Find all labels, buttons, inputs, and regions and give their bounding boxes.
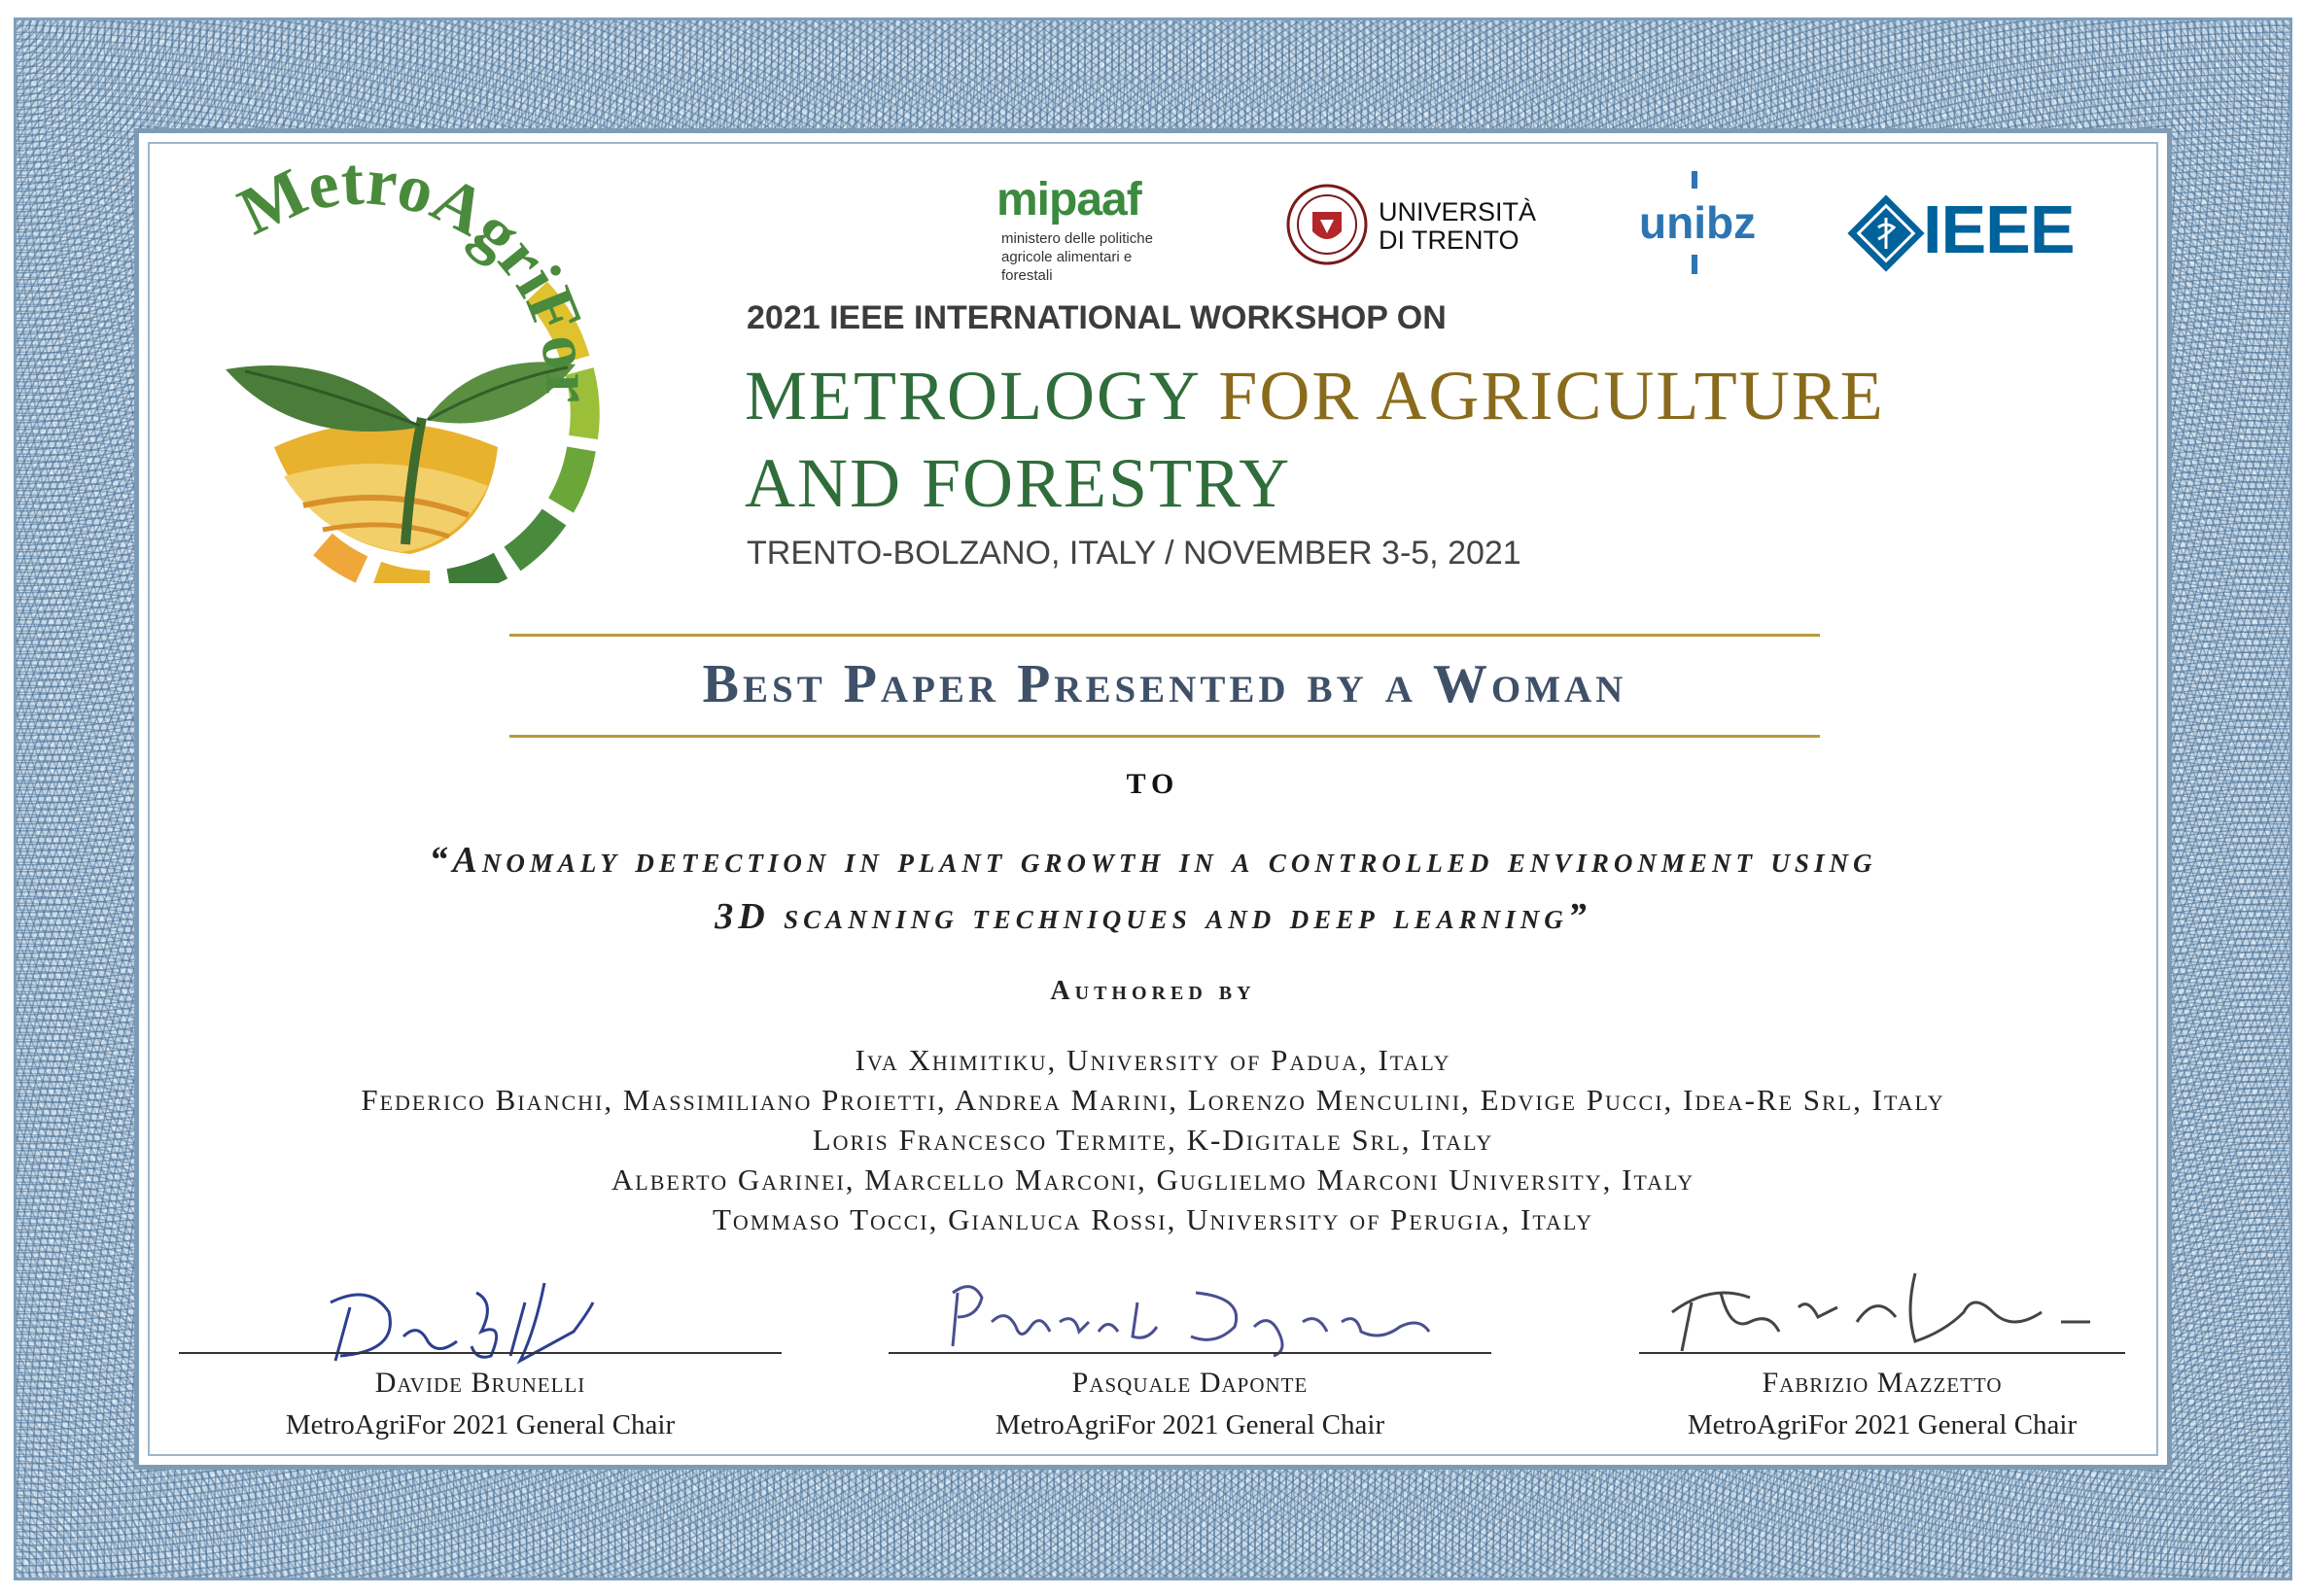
signature-mazzetto	[1653, 1254, 2100, 1361]
author-line: Federico Bianchi, Massimiliano Proietti, Andrea Marini, Lorenzo Menculini, Edvige Pucci, Idea-Re Srl, Italy	[361, 1083, 1945, 1117]
author-list	[156, 1040, 2150, 1239]
author-line: Iva Xhimitiku, University of Padua, Italy	[855, 1043, 1451, 1077]
trento-logo-text	[1379, 198, 1536, 255]
paper-title	[175, 832, 2131, 945]
svg-text:MetroAgriFor	[227, 156, 606, 402]
trento-seal-icon	[1285, 183, 1369, 266]
authored-by-label: Authored by	[1050, 976, 1256, 1006]
paper-title-line1: “Anomaly detection in plant growth in a controlled environment using	[429, 840, 1877, 881]
chair-role-2: MetroAgriFor 2021 General Chair	[995, 1409, 1385, 1440]
metroagrifor-logo	[167, 156, 634, 583]
signature-daponte	[933, 1273, 1439, 1361]
award-bottom-rule	[509, 735, 1820, 738]
chair-name-2: Pasquale Daponte	[1071, 1367, 1309, 1399]
trento-line2: DI TRENTO	[1379, 226, 1520, 255]
conference-title-line1	[745, 356, 1885, 436]
title-gold-part: FOR AGRICULTURE	[1218, 357, 1885, 434]
mipaaf-logo: mipaaf	[996, 174, 1141, 226]
signature-brunelli	[311, 1264, 642, 1370]
paper-title-line2: 3D scanning techniques and deep learning”	[715, 896, 1591, 937]
signature-line-1	[179, 1352, 782, 1354]
mipaaf-caption	[1001, 229, 1186, 285]
unibz-logo: unibz	[1639, 197, 1757, 248]
conference-title-line2: AND FORESTRY	[745, 444, 1292, 522]
author-line: Loris Francesco Termite, K-Digitale Srl, Italy	[812, 1123, 1494, 1157]
location-date: TRENTO-BOLZANO, ITALY / NOVEMBER 3-5, 2021	[747, 535, 1521, 572]
unibz-bar-bottom	[1692, 255, 1697, 274]
chair-role-1: MetroAgriFor 2021 General Chair	[285, 1409, 676, 1440]
award-top-rule	[509, 634, 1820, 637]
mipaaf-caption-line2: agricole alimentari e forestali	[1001, 249, 1133, 284]
chair-role-3: MetroAgriFor 2021 General Chair	[1687, 1409, 2078, 1440]
award-title: Best Paper Presented by a Woman	[702, 654, 1627, 714]
unibz-bar-top	[1692, 171, 1697, 189]
chair-name-3: Fabrizio Mazzetto	[1762, 1367, 2003, 1399]
author-line: Alberto Garinei, Marcello Marconi, Guglielmo Marconi University, Italy	[611, 1162, 1695, 1197]
mipaaf-caption-line1: ministero delle politiche	[1001, 230, 1153, 247]
author-line: Tommaso Tocci, Gianluca Rossi, University of Perugia, Italy	[712, 1202, 1594, 1236]
logo-text: MetroAgriFor	[227, 156, 607, 403]
title-green-part: METROLOGY	[745, 357, 1219, 434]
trento-line1: UNIVERSITÀ	[1379, 197, 1537, 226]
signature-line-3	[1639, 1352, 2125, 1354]
chair-name-1: Davide Brunelli	[374, 1367, 586, 1399]
ieee-diamond-icon	[1845, 192, 1927, 274]
signature-line-2	[889, 1352, 1491, 1354]
to-label: TO	[1126, 768, 1180, 800]
workshop-line: 2021 IEEE INTERNATIONAL WORKSHOP ON	[747, 299, 1447, 336]
ieee-logo: IEEE	[1923, 191, 2075, 267]
